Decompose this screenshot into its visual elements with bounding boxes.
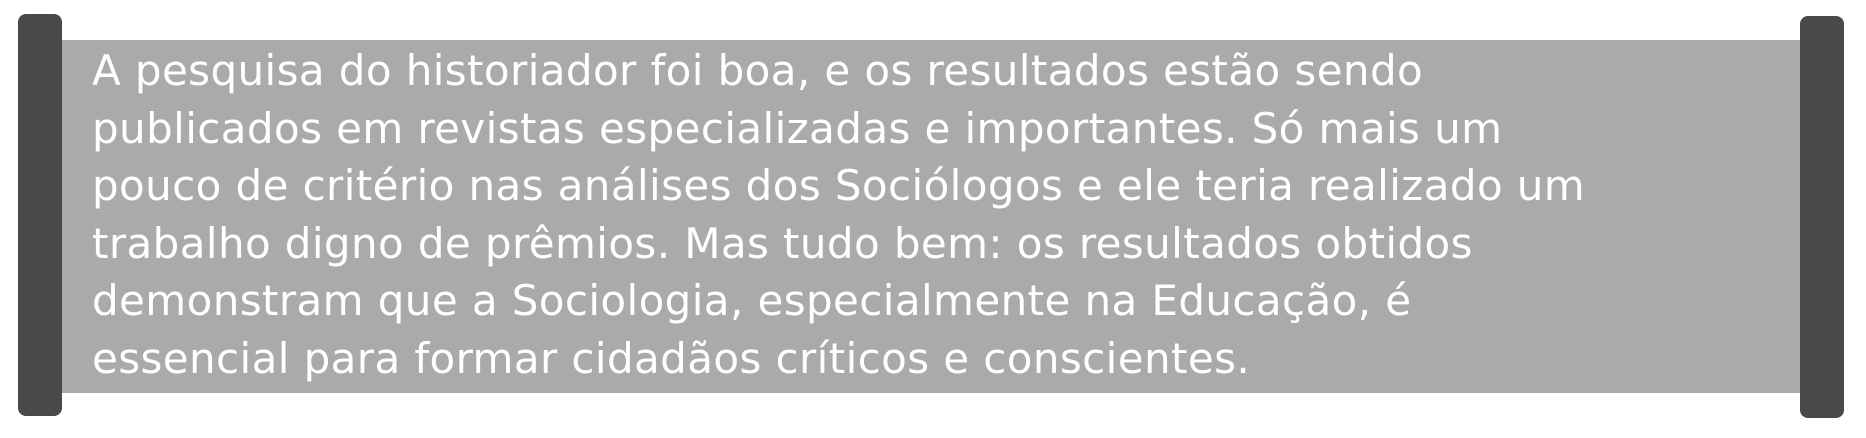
banner-text-line: essencial para formar cidadãos críticos e conscientes.: [92, 333, 1251, 383]
banner-text-line: pouco de critério nas análises dos Sociólogos e ele teria realizado um: [92, 161, 1586, 210]
banner-text-line: A pesquisa do historiador foi boa, e os resultados estão sendo: [92, 46, 1424, 95]
banner-text-line: demonstram que a Sociologia, especialmente na Educação, é: [92, 276, 1412, 325]
right-scroll-rod: [1800, 16, 1844, 418]
banner-text-line: trabalho digno de prêmios. Mas tudo bem: os resultados obtidos: [92, 218, 1473, 268]
banner-text-line: publicados em revistas especializadas e importantes. Só mais um: [92, 103, 1503, 153]
banner-text: [92, 42, 1802, 387]
left-scroll-rod: [18, 14, 62, 416]
